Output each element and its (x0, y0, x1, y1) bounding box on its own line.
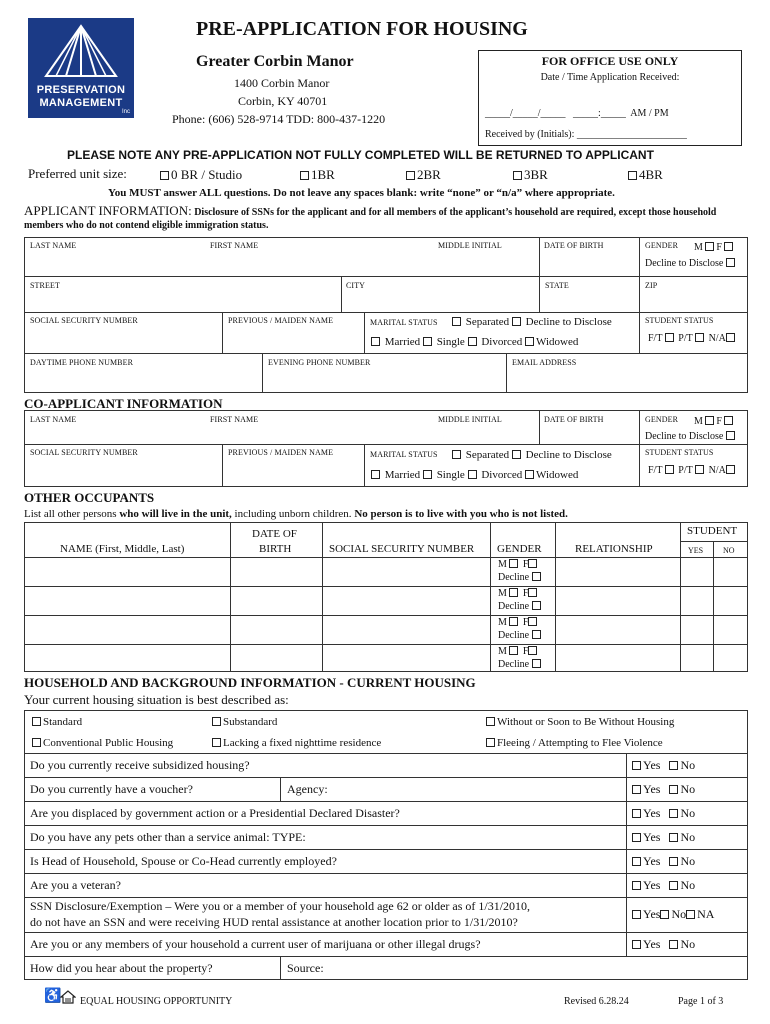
co-student-status-options[interactable]: F/T P/T N/A (648, 465, 737, 476)
co-gender-checkboxes[interactable]: M F (694, 416, 735, 427)
logo-suffix: Inc (121, 109, 130, 115)
checkbox-icon (525, 470, 534, 479)
office-use-title: FOR OFFICE USE ONLY (541, 54, 679, 68)
situation-fleeing[interactable]: Fleeing / Attempting to Flee Violence (486, 737, 663, 749)
unit-option-0br[interactable]: 0 BR / Studio (160, 167, 242, 183)
other-occupants-heading: OTHER OCCUPANTS (24, 490, 155, 505)
page-number: Page 1 of 3 (678, 996, 724, 1007)
checkbox-icon (528, 617, 537, 626)
co-middle-initial-label: MIDDLE INITIAL (438, 415, 502, 424)
checkbox-icon (528, 646, 537, 655)
checkbox-icon (532, 659, 541, 668)
checkbox-icon (371, 337, 380, 346)
col-student-no: NO (723, 546, 735, 555)
marital-status-label: MARITAL STATUS (370, 318, 438, 327)
checkbox-icon (632, 833, 641, 842)
co-marital-row-2[interactable]: Married Single Divorced Widowed (371, 469, 578, 481)
answer-displaced[interactable]: Yes No (632, 806, 695, 821)
checkbox-icon (669, 785, 678, 794)
middle-initial-label: MIDDLE INITIAL (438, 241, 502, 250)
ssn-label: SOCIAL SECURITY NUMBER (30, 316, 138, 325)
checkbox-icon (726, 431, 735, 440)
checkbox-icon (669, 857, 678, 866)
checkbox-icon (528, 588, 537, 597)
student-status-label: STUDENT STATUS (645, 316, 714, 325)
col-name-header: NAME (First, Middle, Last) (60, 543, 185, 555)
checkbox-icon (509, 588, 518, 597)
checkbox-icon (686, 910, 695, 919)
address-line-2: Corbin, KY 40701 (238, 94, 328, 108)
checkbox-icon (468, 337, 477, 346)
gender-label: GENDER (645, 241, 679, 250)
checkbox-icon (669, 833, 678, 842)
checkbox-icon (705, 416, 714, 425)
unit-option-2br[interactable]: 2BR (406, 167, 441, 183)
answer-employed[interactable]: Yes No (632, 854, 695, 869)
question-pets: Do you have any pets other than a service animal: TYPE: (30, 830, 306, 844)
co-gender-label: GENDER (645, 415, 679, 424)
checkbox-icon (632, 881, 641, 890)
co-gender-decline[interactable]: Decline to Disclose (645, 431, 737, 442)
answer-veteran[interactable]: Yes No (632, 878, 695, 893)
previous-name-label: PREVIOUS / MAIDEN NAME (228, 316, 334, 325)
answer-drugs[interactable]: Yes No (632, 937, 695, 952)
student-status-options[interactable]: F/T P/T N/A (648, 333, 737, 344)
checkbox-icon (632, 857, 641, 866)
equal-housing-icon (60, 990, 76, 1004)
col-gender-header: GENDER (497, 543, 542, 555)
col-relationship-header: RELATIONSHIP (575, 543, 653, 555)
unit-option-4br[interactable]: 4BR (628, 167, 663, 183)
checkbox-icon (669, 881, 678, 890)
must-answer-instruction: You MUST answer ALL questions. Do not leave any spaces blank: write “none” or “n/a” where appropriate. (108, 187, 615, 199)
unit-option-3br[interactable]: 3BR (513, 167, 548, 183)
question-employed: Is Head of Household, Spouse or Co-Head currently employed? (30, 854, 337, 868)
question-drugs: Are you or any members of your household a current user of marijuana or other illegal drugs? (30, 937, 481, 951)
logo-text-2: MANAGEMENT (39, 97, 123, 109)
answer-voucher[interactable]: Yes No (632, 782, 695, 797)
co-previous-name-label: PREVIOUS / MAIDEN NAME (228, 448, 334, 457)
zip-label: ZIP (645, 281, 658, 290)
checkbox-icon (660, 910, 669, 919)
checkbox-icon (528, 559, 537, 568)
co-marital-row-1[interactable]: Separated Decline to Disclose (452, 449, 612, 461)
co-ssn-label: SOCIAL SECURITY NUMBER (30, 448, 138, 457)
checkbox-icon (669, 809, 678, 818)
checkbox-icon (509, 646, 518, 655)
daytime-phone-label: DAYTIME PHONE NUMBER (30, 358, 134, 367)
household-heading: HOUSEHOLD AND BACKGROUND INFORMATION - CURRENT HOUSING (24, 675, 476, 690)
received-by-field[interactable]: Received by (Initials): ______________________ (485, 129, 687, 140)
question-veteran: Are you a veteran? (30, 878, 121, 892)
checkbox-icon (695, 465, 704, 474)
checkbox-icon (300, 171, 309, 180)
question-ssn-exemption-2: do not have an SSN and were receiving HUD rental assistance at another location prior to 1/31/2010? (30, 915, 518, 929)
checkbox-icon (509, 617, 518, 626)
checkbox-icon (632, 809, 641, 818)
co-dob-label: DATE OF BIRTH (544, 415, 604, 424)
question-displaced: Are you displaced by government action or a Presidential Declared Disaster? (30, 806, 400, 820)
checkbox-icon (212, 717, 221, 726)
address-line-1: 1400 Corbin Manor (234, 76, 330, 90)
checkbox-icon (423, 470, 432, 479)
checkbox-icon (371, 470, 380, 479)
checkbox-icon (669, 761, 678, 770)
checkbox-icon (695, 333, 704, 342)
checkbox-icon (724, 242, 733, 251)
checkbox-icon (628, 171, 637, 180)
applicant-heading: APPLICANT INFORMATION: Disclosure of SSNs for the applicant and for all members of the applicant’s household are required, except those household members who do not contend eligible immigration status. (24, 203, 717, 231)
checkbox-icon (665, 465, 674, 474)
co-first-name-label: FIRST NAME (210, 415, 259, 424)
co-applicant-heading: CO-APPLICANT INFORMATION (24, 396, 223, 411)
preferred-unit-label: Preferred unit size: (28, 166, 127, 181)
situation-conventional[interactable]: Conventional Public Housing (32, 737, 173, 749)
source-label: Source: (287, 961, 324, 975)
co-student-status-label: STUDENT STATUS (645, 448, 714, 457)
date-received-label: Date / Time Application Received: (540, 72, 680, 83)
checkbox-icon (632, 761, 641, 770)
col-ssn-header: SOCIAL SECURITY NUMBER (329, 543, 475, 555)
checkbox-icon (406, 171, 415, 180)
answer-subsidized[interactable]: Yes No (632, 758, 695, 773)
col-dob-header-1: DATE OF (252, 528, 297, 540)
housing-situation-label: Your current housing situation is best described as: (24, 692, 289, 707)
checkbox-icon (512, 450, 521, 459)
checkbox-icon (509, 559, 518, 568)
company-logo (28, 18, 134, 118)
checkbox-icon (726, 258, 735, 267)
question-subsidized: Do you currently receive subsidized housing? (30, 758, 250, 772)
checkbox-icon (669, 940, 678, 949)
situation-substandard[interactable]: Substandard (212, 716, 277, 728)
occupant-gender-1[interactable]: M F Decline (498, 558, 543, 584)
checkbox-icon (512, 317, 521, 326)
checkbox-icon (32, 738, 41, 747)
evening-phone-label: EVENING PHONE NUMBER (268, 358, 371, 367)
gender-decline[interactable]: Decline to Disclose (645, 258, 737, 269)
other-occupants-note: List all other persons who will live in the unit, including unborn children. No person is to live with you who is not listed. (24, 508, 568, 520)
question-ssn-exemption-1: SSN Disclosure/Exemption – Were you or a member of your household age 62 or older as of 1/31/2010, (30, 899, 531, 913)
gender-checkboxes[interactable]: M F (694, 242, 735, 253)
logo-text-1: PRESERVATION (36, 84, 126, 96)
checkbox-icon (452, 450, 461, 459)
occupant-gender-3[interactable]: M F Decline (498, 616, 543, 642)
col-dob-header-2: BIRTH (259, 543, 292, 555)
col-student-yes: YES (688, 546, 704, 555)
last-name-label: LAST NAME (30, 241, 77, 250)
answer-pets[interactable]: Yes No (632, 830, 695, 845)
checkbox-icon (726, 465, 735, 474)
checkbox-icon (452, 317, 461, 326)
checkbox-icon (632, 910, 641, 919)
accessibility-icon: ♿ (44, 989, 62, 1004)
revision-date: Revised 6.28.24 (564, 996, 629, 1007)
checkbox-icon (486, 717, 495, 726)
office-use-box (478, 50, 742, 146)
question-voucher: Do you currently have a voucher? (30, 782, 193, 796)
occupant-gender-4[interactable]: M F Decline (498, 645, 543, 671)
checkbox-icon (724, 416, 733, 425)
checkbox-icon (665, 333, 674, 342)
checkbox-icon (32, 717, 41, 726)
voucher-agency-label: Agency: (287, 782, 328, 796)
street-label: STREET (30, 281, 60, 290)
co-marital-status-label: MARITAL STATUS (370, 450, 438, 459)
email-label: EMAIL ADDRESS (512, 358, 577, 367)
unit-option-1br[interactable]: 1BR (300, 167, 335, 183)
checkbox-icon (160, 171, 169, 180)
checkbox-icon (513, 171, 522, 180)
date-received-field[interactable]: _____/_____/_____ _____:_____ AM / PM (485, 108, 669, 119)
logo-mountain-icon (28, 20, 134, 80)
question-hear-about: How did you hear about the property? (30, 961, 213, 975)
checkbox-icon (532, 630, 541, 639)
checkbox-icon (212, 738, 221, 747)
incomplete-notice: PLEASE NOTE ANY PRE-APPLICATION NOT FULLY COMPLETED WILL BE RETURNED TO APPLICANT (67, 148, 654, 162)
checkbox-icon (525, 337, 534, 346)
answer-ssn-exemption[interactable]: Yes No NA (632, 907, 714, 922)
checkbox-icon (486, 738, 495, 747)
occupant-gender-2[interactable]: M F Decline (498, 587, 543, 613)
situation-without-housing[interactable]: Without or Soon to Be Without Housing (486, 716, 674, 728)
property-name: Greater Corbin Manor (196, 53, 354, 70)
checkbox-icon (532, 601, 541, 610)
situation-standard[interactable]: Standard (32, 716, 82, 728)
city-label: CITY (346, 281, 366, 290)
checkbox-icon (632, 940, 641, 949)
checkbox-icon (632, 785, 641, 794)
checkbox-icon (726, 333, 735, 342)
equal-housing-text: EQUAL HOUSING OPPORTUNITY (80, 996, 233, 1007)
checkbox-icon (423, 337, 432, 346)
checkbox-icon (705, 242, 714, 251)
phone-line: Phone: (606) 528-9714 TDD: 800-437-1220 (172, 112, 386, 126)
situation-lacking[interactable]: Lacking a fixed nighttime residence (212, 737, 381, 749)
checkbox-icon (468, 470, 477, 479)
state-label: STATE (545, 281, 569, 290)
ssn-disclosure-note: Disclosure of SSNs for the applicant and for all members of the applicant’s household are required, except those household members who do not contend eligible immigration status. (24, 207, 717, 231)
co-last-name-label: LAST NAME (30, 415, 77, 424)
marital-row-1[interactable]: Separated Decline to Disclose (452, 316, 612, 328)
col-student-header: STUDENT (687, 525, 738, 537)
page-title: PRE-APPLICATION FOR HOUSING (196, 18, 528, 40)
marital-row-2[interactable]: Married Single Divorced Widowed (371, 336, 578, 348)
dob-label: DATE OF BIRTH (544, 241, 604, 250)
checkbox-icon (532, 572, 541, 581)
first-name-label: FIRST NAME (210, 241, 259, 250)
